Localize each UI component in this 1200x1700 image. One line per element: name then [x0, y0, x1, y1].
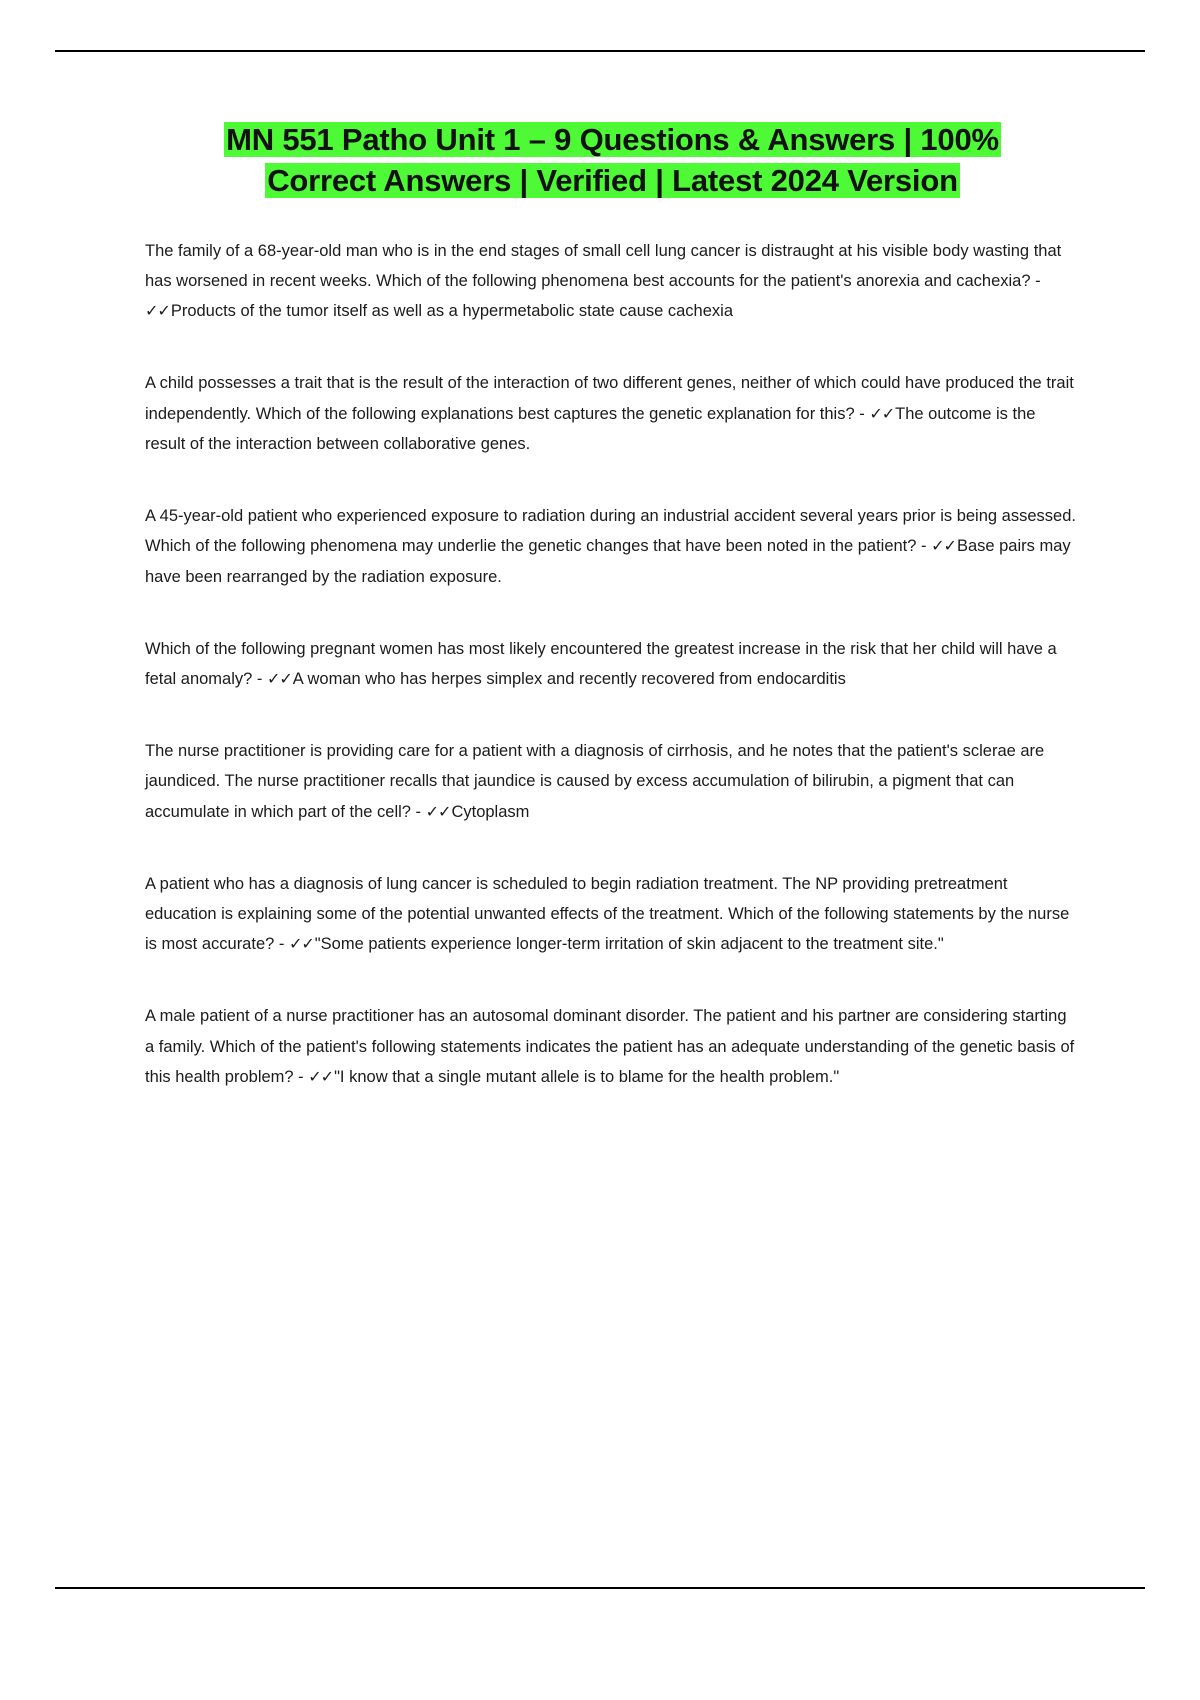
qa-question: The family of a 68-year-old man who is in the end stages of small cell lung cancer is distraught at his visible body wasting that has worsened in recent weeks. Which of the following phenomena best accounts for the patient's anorexia and cachexia? - — [145, 241, 1062, 290]
check-icon: ✓✓ — [145, 303, 170, 321]
qa-question: A male patient of a nurse practitioner has an autosomal dominant disorder. The patient and his partner are considering starting a family. Which of the patient's following statements indicates the patient has an adequate understanding of the genetic basis of this health problem? - — [145, 1007, 1075, 1086]
header-divider — [55, 50, 1145, 52]
page-title-line-2: Correct Answers | Verified | Latest 2024 Version — [267, 162, 958, 198]
qa-answer: Products of the tumor itself as well as a hypermetabolic state cause cachexia — [170, 302, 734, 321]
qa-item — [145, 501, 1080, 592]
qa-answer: Cytoplasm — [451, 802, 530, 821]
qa-question: A child possesses a trait that is the result of the interaction of two different genes, neither of which could have produced the trait independently. Which of the following explanations best captures the genetic explanation for this? - — [145, 374, 1074, 423]
check-icon: ✓✓ — [308, 1068, 334, 1086]
qa-question: Which of the following pregnant women has most likely encountered the greatest increase in the risk that her child will have a fetal anomaly? - — [145, 639, 1057, 688]
qa-item — [145, 869, 1080, 960]
qa-answer: The outcome is the result of the interaction between collaborative genes. — [145, 404, 1036, 453]
qa-answer: "I know that a single mutant allele is to blame for the health problem." — [334, 1067, 840, 1086]
qa-item — [145, 736, 1080, 827]
qa-item — [145, 236, 1080, 327]
page-title-line-1: MN 551 Patho Unit 1 – 9 Questions & Answers | 100% — [226, 122, 999, 157]
qa-question: A 45-year-old patient who experienced exposure to radiation during an industrial accident several years prior is being assessed. Which of the following phenomena may underlie the genetic changes that have been noted in the patient? - — [145, 507, 1076, 556]
check-icon: ✓✓ — [931, 538, 956, 556]
page-title — [145, 120, 1080, 202]
qa-answer: A woman who has herpes simplex and recently recovered from endocarditis — [292, 669, 846, 688]
check-icon: ✓✓ — [288, 936, 314, 954]
qa-answer: Base pairs may have been rearranged by the radiation exposure. — [145, 537, 1071, 586]
footer-divider — [55, 1587, 1145, 1589]
check-icon: ✓✓ — [425, 803, 451, 821]
qa-question: The nurse practitioner is providing care for a patient with a diagnosis of cirrhosis, and he notes that the patient's sclerae are jaundiced. The nurse practitioner recalls that jaundice is caused by excess accumulation of bilirubin, a pigment that can accumulate in which part of the cell? - — [145, 742, 1045, 821]
qa-item — [145, 1001, 1080, 1092]
check-icon: ✓✓ — [266, 670, 292, 688]
qa-question: A patient who has a diagnosis of lung cancer is scheduled to begin radiation treatment. The NP providing pretreatment education is explaining some of the potential unwanted effects of the treatment. Which of the following statements by the nurse is most accurate? - — [145, 874, 1070, 954]
document-body — [145, 120, 1080, 1092]
qa-item — [145, 368, 1080, 459]
qa-answer: "Some patients experience longer-term irritation of skin adjacent to the treatment site." — [314, 935, 944, 954]
qa-item — [145, 634, 1080, 694]
check-icon: ✓✓ — [869, 405, 895, 423]
